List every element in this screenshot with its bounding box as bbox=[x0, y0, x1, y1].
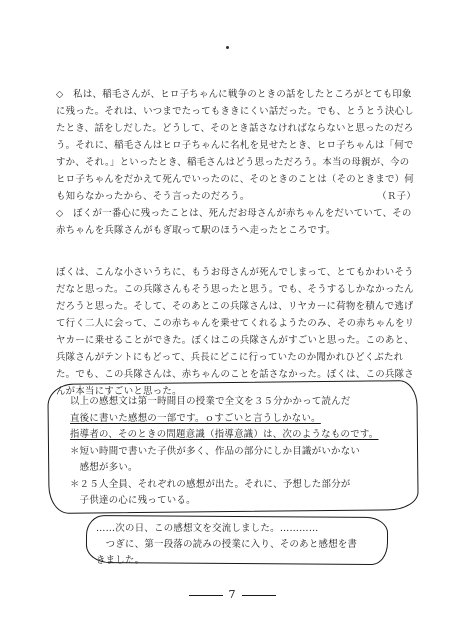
essay-paragraph-3: ぼくは、こんな小さいうちに、もうお母さんが死んでしまって、とてもかわいそうだなと思った。この兵隊さんもそう思ったと思う。でも、そうするしかなかったんだろうと思った。そして、そのあとこの兵隊さんは、リヤカーに荷物を積んで逃げて行く二人に会って、この赤ちゃんを乗せてくれるようたのみ、その赤ちゃんをリヤカーに乗せることができた。ぼくはこの兵隊さんがすごいと思った。このあと、兵隊さんがテントにもどって、兵長にどこに行っていたのか聞かれひどくぶたれた。でも、この兵隊さんは、赤ちゃんのことを話さなかった。ぼくは、この兵隊さんが本当にすごいと思った。 bbox=[56, 267, 415, 397]
commentary-line-3: 指導者の、そのときの問題意識（指導意識）は、次のようなものです。 bbox=[70, 429, 379, 440]
signature-r: （Ｒ子） bbox=[377, 191, 416, 202]
page-footer bbox=[0, 588, 464, 601]
commentary-line-1: 以上の感想文は第一時間目の授業で全文を３５分かかって読んだ bbox=[70, 396, 351, 407]
commentary-line-5: 感想が多い。 bbox=[70, 462, 138, 473]
commentary-bubble bbox=[70, 394, 410, 510]
essay-paragraph-2: ◇ ぼくが一番心に残ったことは、死んだお母さんが赤ちゃんをだいていて、その赤ちゃんを兵隊さんがもぎ取って駅のほうへ走ったところです。 bbox=[56, 208, 412, 236]
note-line-2: つぎに、第一段落の読みの授業に入り、そのあと感想を書 bbox=[96, 539, 358, 550]
footer-dash-left bbox=[189, 595, 223, 596]
note-line-3: きました。 bbox=[96, 555, 145, 566]
commentary-line-7: 子供達の心に残っている。 bbox=[70, 495, 196, 506]
top-dot-mark bbox=[226, 46, 229, 49]
essay-section-2 bbox=[56, 264, 416, 400]
note-line-1: ……次の日、この感想文を交流しました。………… bbox=[96, 523, 319, 534]
commentary-line-6: ＊２５人全員、それぞれの感想が出た。それに、予想した部分が bbox=[70, 478, 351, 490]
essay-section-1 bbox=[56, 86, 416, 239]
commentary-line-4: ＊短い時間で書いた子供が多く、作品の部分にしか目識がいかない bbox=[70, 445, 361, 457]
page-number: 7 bbox=[228, 588, 236, 601]
note-box bbox=[96, 521, 386, 569]
commentary-line-2: 直後に書いた感想の一部です。ｏすごいと言うしかない。 bbox=[70, 412, 321, 424]
essay-paragraph-1: ◇ 私は、稲毛さんが、ヒロ子ちゃんに戦争のときの話をしたところがとても印象に残った。それは、いつまでたってもききにくい話だった。でも、とうとう決心したとき、話をしだした。どうして、そのとき話さなければならないと思ったのだろう。それに、稲毛さんはヒロ子ちゃんに名札を見せたとき、ヒロ子ちゃんは「何ですか、それ。」といったとき、稲毛さんはどう思っただろう。本当の母親が、今のヒロ子ちゃんをだかえて死んでいったのに、そのときのことは（そのときまで）何も知らなかったから、そう言ったのだろう。 bbox=[56, 89, 414, 202]
footer-dash-right bbox=[242, 595, 276, 596]
